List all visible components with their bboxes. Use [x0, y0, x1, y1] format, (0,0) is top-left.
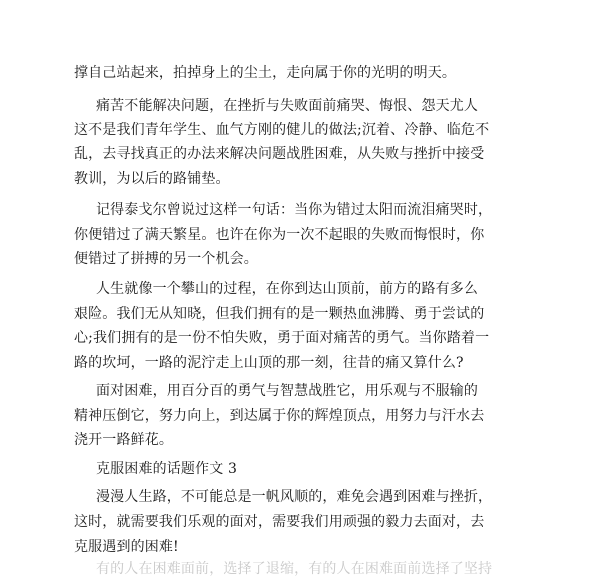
paragraph-line: 克服遇到的困难!	[74, 539, 179, 555]
paragraph-line: 有的人在困难面前，选择了退缩，有的人在困难面前选择了坚持	[96, 561, 493, 577]
paragraph-line: 记得泰戈尔曾说过这样一句话：当你为错过太阳而流泪痛哭时，	[96, 202, 493, 218]
paragraph-line: 人生就像一个攀山的过程，在你到达山顶前，前方的路有多么	[96, 281, 479, 297]
paragraph-line: 面对困难，用百分百的勇气与智慧战胜它，用乐观与不服输的	[96, 383, 479, 399]
paragraph-line: 这不是我们青年学生、血气方刚的健儿的做法;沉着、冷静、临危不	[74, 122, 490, 138]
paragraph-line: 乱，去寻找真正的办法来解决问题战胜困难，从失败与挫折中接受	[74, 146, 485, 162]
paragraph-line: 撑自己站起来，拍掉身上的尘土，走向属于你的光明的明天。	[74, 65, 457, 81]
paragraph-line: 心;我们拥有的是一份不怕失败，勇于面对痛苦的勇气。当你踏着一	[74, 330, 490, 346]
paragraph-line: 教训，为以后的路铺垫。	[74, 171, 230, 187]
paragraph-line: 这时，就需要我们乐观的面对，需要我们用顽强的毅力去面对，去	[74, 514, 485, 530]
paragraph-line: 艰险。我们无从知晓，但我们拥有的是一颗热血沸腾、勇于尝试的	[74, 306, 485, 322]
paragraph-line: 漫漫人生路，不可能总是一帆风顺的，难免会遇到困难与挫折，	[96, 489, 493, 505]
paragraph-line: 痛苦不能解决问题，在挫折与失败面前痛哭、悔恨、怨天尤人	[96, 98, 479, 114]
paragraph-line: 路的坎坷，一路的泥泞走上山顶的那一刻，往昔的痛又算什么?	[74, 355, 464, 371]
paragraph-line: 便错过了拼搏的另一个机会。	[74, 251, 258, 267]
paragraph-line: 精神压倒它，努力向上，到达属于你的辉煌顶点，用努力与汗水去	[74, 408, 485, 424]
section-heading: 克服困难的话题作文 3	[96, 461, 238, 477]
paragraph-line: 浇开一路鲜花。	[74, 432, 174, 448]
paragraph-line: 你便错过了满天繁星。也许在你为一次不起眼的失败而悔恨时，你	[74, 227, 485, 243]
